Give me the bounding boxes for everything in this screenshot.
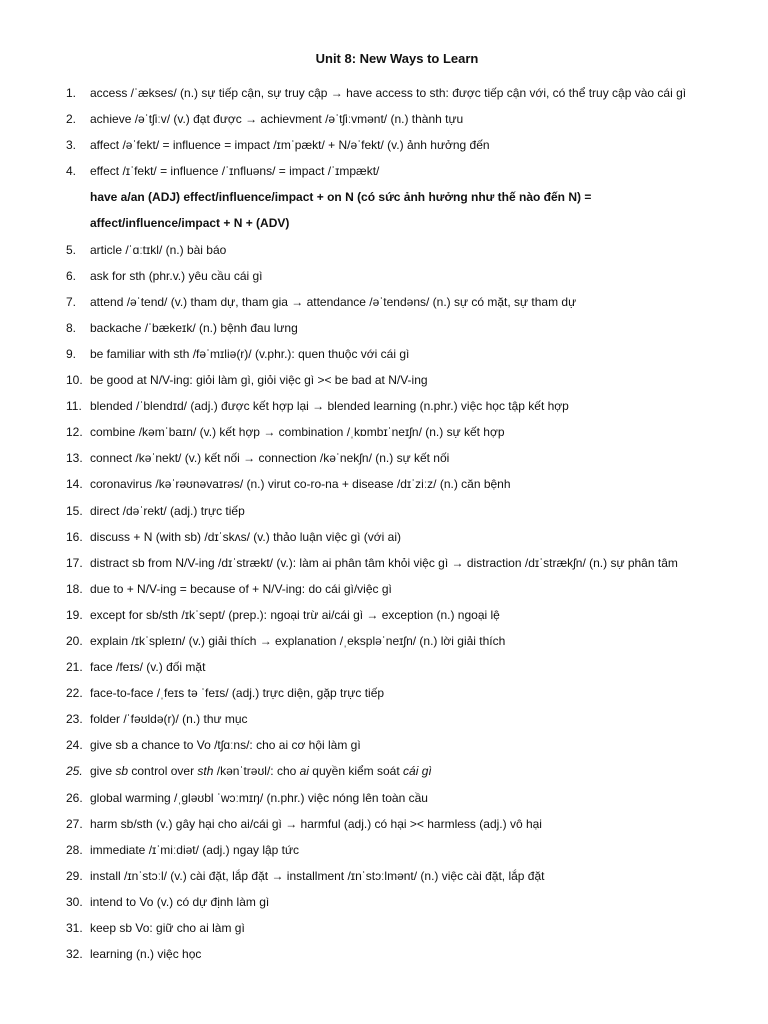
list-item <box>66 315 728 341</box>
item-text: blended /ˈblendɪd/ (adj.) được kết hợp lại → blended learning (n.phr.) việc học tập kết hợp <box>90 399 569 414</box>
item-text-part: cái gì <box>403 764 432 779</box>
item-text-part: quyền kiểm soát <box>308 764 404 779</box>
item-text-part: ai <box>299 764 309 779</box>
item-number: 30. <box>66 894 83 909</box>
item-number: 21. <box>66 660 83 675</box>
item-number: 18. <box>66 581 83 596</box>
list-item <box>66 811 728 837</box>
list-item <box>66 341 728 367</box>
list-item <box>66 941 728 967</box>
item-text: harm sb/sth (v.) gây hại cho ai/cái gì → harmful (adj.) có hại >< harmless (adj.) vô hại <box>90 816 542 831</box>
item-text: discuss + N (with sb) /dɪˈskʌs/ (v.) thảo luận việc gì (với ai) <box>90 529 402 544</box>
item-text-part: control over <box>128 764 198 779</box>
bold-note-line-2: affect/influence/impact + N + (ADV) <box>90 216 290 231</box>
list-item <box>66 550 728 576</box>
item-text: combine /kəmˈbaɪn/ (v.) kết hợp → combination /ˌkɒmbɪˈneɪʃn/ (n.) sự kết hợp <box>90 425 505 440</box>
list-item <box>66 863 728 889</box>
list-item <box>66 889 728 915</box>
item-text: ask for sth (phr.v.) yêu cầu cái gì <box>90 268 263 283</box>
item-number: 1. <box>66 86 77 100</box>
list-item <box>66 576 728 602</box>
item-text: access /ˈækses/ (n.) sự tiếp cận, sự truy cập → have access to sth: được tiếp cận với, có thể truy cập vào cái gì <box>90 86 687 100</box>
item-text: connect /kəˈnekt/ (v.) kết nối → connection /kəˈnekʃn/ (n.) sự kết nối <box>90 451 450 466</box>
item-number: 2. <box>66 112 77 127</box>
item-text: backache /ˈbækeɪk/ (n.) bệnh đau lưng <box>90 320 298 335</box>
list-item <box>66 628 728 654</box>
item-number: 12. <box>66 425 83 440</box>
item-number: 7. <box>66 294 77 309</box>
item-number: 10. <box>66 373 83 388</box>
item-text: attend /əˈtend/ (v.) tham dự, tham gia → attendance /əˈtendəns/ (n.) sự có mặt, sự tham dự <box>90 294 577 309</box>
item-number: 26. <box>66 790 83 805</box>
item-number: 17. <box>66 555 83 570</box>
item-number: 5. <box>66 242 77 257</box>
item-number: 15. <box>66 503 83 518</box>
item-text: coronavirus /kəˈrəʊnəvaɪrəs/ (n.) virut co-ro-na + disease /dɪˈziːz/ (n.) căn bệnh <box>90 477 511 492</box>
item-text <box>90 764 432 778</box>
item-text: article /ˈɑːtɪkl/ (n.) bài báo <box>90 242 227 257</box>
list-item <box>66 367 728 393</box>
item-number: 8. <box>66 320 77 335</box>
list-item <box>66 80 728 106</box>
list-item <box>66 419 728 445</box>
item-text: due to + N/V-ing = because of + N/V-ing: do cái gì/việc gì <box>90 581 392 596</box>
item-number: 19. <box>66 607 83 622</box>
item-text: intend to Vo (v.) có dự định làm gì <box>90 894 270 909</box>
list-item <box>66 471 728 497</box>
item-text: achieve /əˈtʃiːv/ (v.) đạt được → achievment /əˈtʃiːvmənt/ (n.) thành tựu <box>90 112 464 127</box>
list-item <box>66 393 728 419</box>
list-item <box>66 289 728 315</box>
item-number: 22. <box>66 686 83 701</box>
item-text: global warming /ˌɡləʊbl ˈwɔːmɪŋ/ (n.phr.) việc nóng lên toàn cầu <box>90 790 428 805</box>
item-number: 27. <box>66 816 83 831</box>
item-number: 13. <box>66 451 83 466</box>
item-text: be good at N/V-ing: giỏi làm gì, giỏi việc gì >< be bad at N/V-ing <box>90 373 428 388</box>
item-number: 32. <box>66 947 83 962</box>
item-text: explain /ɪkˈspleɪn/ (v.) giải thích → explanation /ˌekspləˈneɪʃn/ (n.) lời giải thích <box>90 633 506 648</box>
item-number: 29. <box>66 868 83 883</box>
item-text: face-to-face /ˌfeɪs tə ˈfeɪs/ (adj.) trực diện, gặp trực tiếp <box>90 686 385 701</box>
list-item <box>66 654 728 680</box>
list-item <box>66 524 728 550</box>
list-item <box>66 680 728 706</box>
item-text: except for sb/sth /ɪkˈsept/ (prep.): ngoại trừ ai/cái gì → exception (n.) ngoại lệ <box>90 607 500 622</box>
item-number: 16. <box>66 529 83 544</box>
item-number: 3. <box>66 138 77 153</box>
item-text-part: /kənˈtrəʊl/: cho <box>213 764 300 779</box>
item-text: direct /dəˈrekt/ (adj.) trực tiếp <box>90 503 245 518</box>
item-text: keep sb Vo: giữ cho ai làm gì <box>90 921 245 935</box>
item-number: 11. <box>66 399 82 414</box>
item-text-part: sb <box>115 764 129 779</box>
list-item <box>66 602 728 628</box>
list-item <box>66 445 728 471</box>
list-item <box>66 158 728 184</box>
item-text: effect /ɪˈfekt/ = influence /ˈɪnfluəns/ = impact /ˈɪmpækt/ <box>90 164 380 179</box>
item-number: 6. <box>66 268 77 283</box>
item-text: immediate /ɪˈmiːdiət/ (adj.) ngay lập tức <box>90 842 300 857</box>
item-number: 4. <box>66 164 77 179</box>
item-text: affect /əˈfekt/ = influence = impact /ɪmˈpækt/ + N/əˈfekt/ (v.) ảnh hưởng đến <box>90 138 490 153</box>
page-title: Unit 8: New Ways to Learn <box>315 51 479 66</box>
list-item <box>66 732 728 758</box>
list-item <box>66 837 728 863</box>
item-text: folder /ˈfəʊldə(r)/ (n.) thư mục <box>90 712 248 727</box>
item-number: 25. <box>66 764 83 779</box>
item-number: 9. <box>66 346 77 361</box>
item-text-part: give <box>90 764 116 779</box>
vocabulary-list <box>66 80 728 967</box>
bold-note-line-1: have a/an (ADJ) effect/influence/impact + on N (có sức ảnh hưởng như thế nào đến N) = <box>90 190 592 205</box>
item-number: 31. <box>66 921 83 935</box>
item-number: 14. <box>66 477 83 492</box>
list-item <box>66 706 728 732</box>
item-number: 24. <box>66 738 83 753</box>
item-number: 23. <box>66 712 83 727</box>
list-item <box>66 106 728 132</box>
list-item <box>66 237 728 263</box>
item-text: learning (n.) việc học <box>90 947 202 962</box>
list-item <box>66 263 728 289</box>
item-number: 20. <box>66 633 83 648</box>
list-item <box>66 785 728 811</box>
item-text: install /ɪnˈstɔːl/ (v.) cài đặt, lắp đặt → installment /ɪnˈstɔːlmənt/ (n.) việc cài đặt, lắp đặt <box>90 868 545 883</box>
list-item <box>66 758 728 784</box>
item-text: be familiar with sth /fəˈmɪliə(r)/ (v.phr.): quen thuộc với cái gì <box>90 346 410 361</box>
list-item <box>66 915 728 941</box>
item-number: 28. <box>66 842 83 857</box>
list-item <box>66 132 728 158</box>
item-text: give sb a chance to Vo /tʃɑːns/: cho ai cơ hội làm gì <box>90 738 361 753</box>
item-text: face /feɪs/ (v.) đối mặt <box>90 660 206 675</box>
item-text-part: sth <box>197 764 214 779</box>
item-text: distract sb from N/V-ing /dɪˈstrækt/ (v.): làm ai phân tâm khỏi việc gì → distraction /dɪˈstrækʃn/ (n.) sự phân tâm <box>90 555 678 570</box>
list-item <box>66 498 728 524</box>
